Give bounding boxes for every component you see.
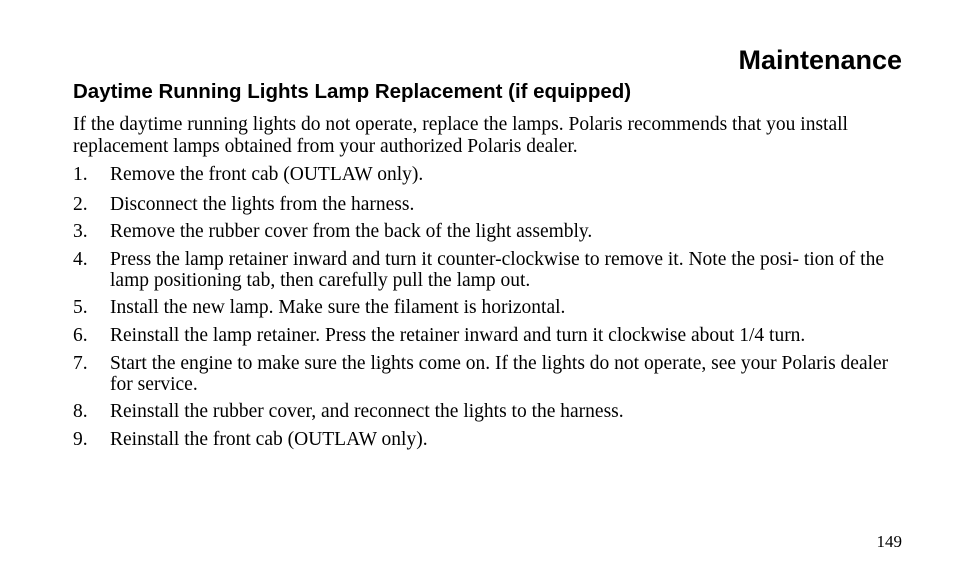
step-number: 4.: [73, 249, 88, 270]
section-title: Maintenance: [738, 45, 902, 75]
step-text: Reinstall the lamp retainer. Press the retainer inward and turn it clockwise about 1/4 turn.: [110, 325, 806, 346]
step-number: 6.: [73, 325, 88, 346]
step-item: [73, 249, 913, 291]
step-item: [73, 325, 913, 346]
step-item: [73, 297, 913, 318]
step-text: Reinstall the rubber cover, and reconnect the lights to the harness.: [110, 401, 624, 422]
step-text: Install the new lamp. Make sure the filament is horizontal.: [110, 297, 566, 318]
step-number: 9.: [73, 429, 88, 450]
step-text: Start the engine to make sure the lights come on. If the lights do not operate, see your Polaris dealer for service.: [110, 353, 889, 395]
step-text: Remove the rubber cover from the back of the light assembly.: [110, 221, 593, 242]
step-item: [73, 429, 913, 450]
step-item: [73, 221, 913, 242]
step-number: 1.: [73, 164, 88, 185]
step-text: Disconnect the lights from the harness.: [110, 194, 415, 215]
step-text: Reinstall the front cab (OUTLAW only).: [110, 429, 428, 450]
page-heading: Daytime Running Lights Lamp Replacement (if equipped): [73, 80, 632, 103]
step-item: [73, 353, 913, 395]
step-text: Remove the front cab (OUTLAW only).: [110, 164, 424, 185]
step-item: [73, 164, 913, 185]
step-text: Press the lamp retainer inward and turn it counter-clockwise to remove it. Note the posi- tion of the lamp positioning tab, then carefully pull the lamp out.: [110, 249, 884, 291]
step-number: 7.: [73, 353, 88, 374]
step-item: [73, 401, 913, 422]
step-number: 2.: [73, 194, 88, 215]
step-item: [73, 194, 913, 215]
step-number: 8.: [73, 401, 88, 422]
step-number: 5.: [73, 297, 88, 318]
page-number: 149: [876, 532, 902, 551]
step-number: 3.: [73, 221, 88, 242]
intro-paragraph: If the daytime running lights do not operate, replace the lamps. Polaris recommends that you install replacement lamps obtained from your authorized Polaris dealer.: [73, 114, 848, 157]
